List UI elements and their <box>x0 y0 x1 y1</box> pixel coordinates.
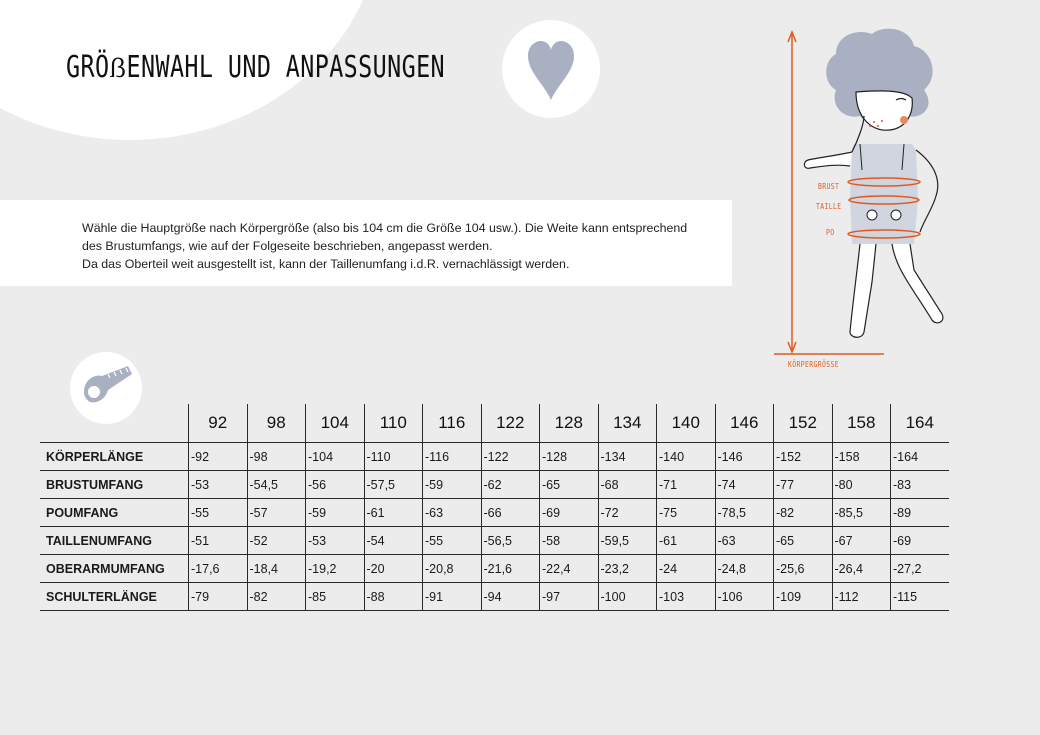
heart-badge <box>502 20 600 118</box>
table-cell: -23,2 <box>598 555 657 583</box>
table-cell: -61 <box>657 527 716 555</box>
table-cell: -110 <box>364 443 423 471</box>
table-cell: -134 <box>598 443 657 471</box>
intro-line-1: Wähle die Hauptgröße nach Körpergröße (also bis 104 cm die Größe 104 usw.). Die Weite kann entsprechend <box>82 221 688 235</box>
table-cell: -24,8 <box>715 555 774 583</box>
table-cell: -22,4 <box>540 555 599 583</box>
row-label: SCHULTERLÄNGE <box>40 583 189 611</box>
label-po: PO <box>826 228 835 237</box>
table-cell: -100 <box>598 583 657 611</box>
table-cell: -122 <box>481 443 540 471</box>
table-cell: -69 <box>540 499 599 527</box>
table-cell: -94 <box>481 583 540 611</box>
table-cell: -69 <box>891 527 949 555</box>
table-cell: -106 <box>715 583 774 611</box>
table-cell: -27,2 <box>891 555 949 583</box>
page-title: GRÖẞENWAHL UND ANPASSUNGEN <box>66 50 446 85</box>
row-label: KÖRPERLÄNGE <box>40 443 189 471</box>
table-cell: -103 <box>657 583 716 611</box>
table-row <box>40 499 949 527</box>
table-cell: -82 <box>774 499 833 527</box>
table-row <box>40 555 949 583</box>
table-cell: -59 <box>306 499 365 527</box>
size-header: 104 <box>306 404 365 443</box>
heart-icon <box>524 38 578 102</box>
table-cell: -158 <box>832 443 891 471</box>
table-cell: -164 <box>891 443 949 471</box>
child-measurement-figure <box>764 20 964 380</box>
table-cell: -109 <box>774 583 833 611</box>
size-table <box>40 404 949 611</box>
table-cell: -91 <box>423 583 482 611</box>
table-cell: -88 <box>364 583 423 611</box>
table-cell: -25,6 <box>774 555 833 583</box>
size-header: 146 <box>715 404 774 443</box>
table-cell: -59 <box>423 471 482 499</box>
table-cell: -61 <box>364 499 423 527</box>
size-header: 164 <box>891 404 949 443</box>
size-header: 122 <box>481 404 540 443</box>
row-label: POUMFANG <box>40 499 189 527</box>
table-cell: -56 <box>306 471 365 499</box>
size-header: 140 <box>657 404 716 443</box>
table-cell: -116 <box>423 443 482 471</box>
table-cell: -20,8 <box>423 555 482 583</box>
size-header: 92 <box>189 404 248 443</box>
table-cell: -20 <box>364 555 423 583</box>
table-cell: -57,5 <box>364 471 423 499</box>
table-cell: -57 <box>247 499 306 527</box>
table-cell: -19,2 <box>306 555 365 583</box>
table-cell: -63 <box>715 527 774 555</box>
table-row <box>40 443 949 471</box>
table-cell: -53 <box>189 471 248 499</box>
table-cell: -115 <box>891 583 949 611</box>
table-cell: -51 <box>189 527 248 555</box>
label-brust: BRUST <box>818 182 840 191</box>
table-cell: -62 <box>481 471 540 499</box>
label-taille: TAILLE <box>816 202 842 211</box>
size-header: 116 <box>423 404 482 443</box>
table-cell: -98 <box>247 443 306 471</box>
table-cell: -55 <box>189 499 248 527</box>
table-cell: -26,4 <box>832 555 891 583</box>
table-cell: -55 <box>423 527 482 555</box>
table-cell: -24 <box>657 555 716 583</box>
size-header: 128 <box>540 404 599 443</box>
table-cell: -89 <box>891 499 949 527</box>
table-cell: -104 <box>306 443 365 471</box>
table-cell: -97 <box>540 583 599 611</box>
table-cell: -85 <box>306 583 365 611</box>
table-cell: -152 <box>774 443 833 471</box>
row-label: BRUSTUMFANG <box>40 471 189 499</box>
table-cell: -82 <box>247 583 306 611</box>
intro-box <box>0 200 732 286</box>
table-cell: -140 <box>657 443 716 471</box>
table-cell: -128 <box>540 443 599 471</box>
size-header: 152 <box>774 404 833 443</box>
table-cell: -65 <box>774 527 833 555</box>
table-cell: -17,6 <box>189 555 248 583</box>
table-cell: -77 <box>774 471 833 499</box>
table-cell: -78,5 <box>715 499 774 527</box>
table-cell: -92 <box>189 443 248 471</box>
child-illustration <box>764 20 964 380</box>
table-cell: -71 <box>657 471 716 499</box>
table-cell: -63 <box>423 499 482 527</box>
table-cell: -67 <box>832 527 891 555</box>
table-cell: -18,4 <box>247 555 306 583</box>
table-cell: -53 <box>306 527 365 555</box>
row-label: OBERARMUMFANG <box>40 555 189 583</box>
size-header: 158 <box>832 404 891 443</box>
table-cell: -85,5 <box>832 499 891 527</box>
size-header: 110 <box>364 404 423 443</box>
table-cell: -21,6 <box>481 555 540 583</box>
table-cell: -75 <box>657 499 716 527</box>
table-cell: -54,5 <box>247 471 306 499</box>
intro-line-3: Da das Oberteil weit ausgestellt ist, kann der Taillenumfang i.d.R. vernachlässigt werden. <box>82 257 570 271</box>
table-cell: -66 <box>481 499 540 527</box>
table-cell: -72 <box>598 499 657 527</box>
label-koerpergroesse: KÖRPERGRÖSSE <box>788 360 840 369</box>
table-cell: -79 <box>189 583 248 611</box>
table-cell: -56,5 <box>481 527 540 555</box>
table-row <box>40 527 949 555</box>
size-header-row <box>40 404 949 443</box>
row-label: TAILLENUMFANG <box>40 527 189 555</box>
table-row <box>40 471 949 499</box>
table-corner <box>40 404 189 443</box>
table-cell: -59,5 <box>598 527 657 555</box>
table-row <box>40 583 949 611</box>
table-cell: -54 <box>364 527 423 555</box>
table-cell: -112 <box>832 583 891 611</box>
size-header: 98 <box>247 404 306 443</box>
table-cell: -80 <box>832 471 891 499</box>
table-cell: -52 <box>247 527 306 555</box>
table-cell: -68 <box>598 471 657 499</box>
table-cell: -83 <box>891 471 949 499</box>
size-header: 134 <box>598 404 657 443</box>
table-cell: -146 <box>715 443 774 471</box>
table-cell: -65 <box>540 471 599 499</box>
table-cell: -74 <box>715 471 774 499</box>
table-cell: -58 <box>540 527 599 555</box>
intro-line-2: des Brustumfangs, wie auf der Folgeseite beschrieben, angepasst werden. <box>82 239 493 253</box>
